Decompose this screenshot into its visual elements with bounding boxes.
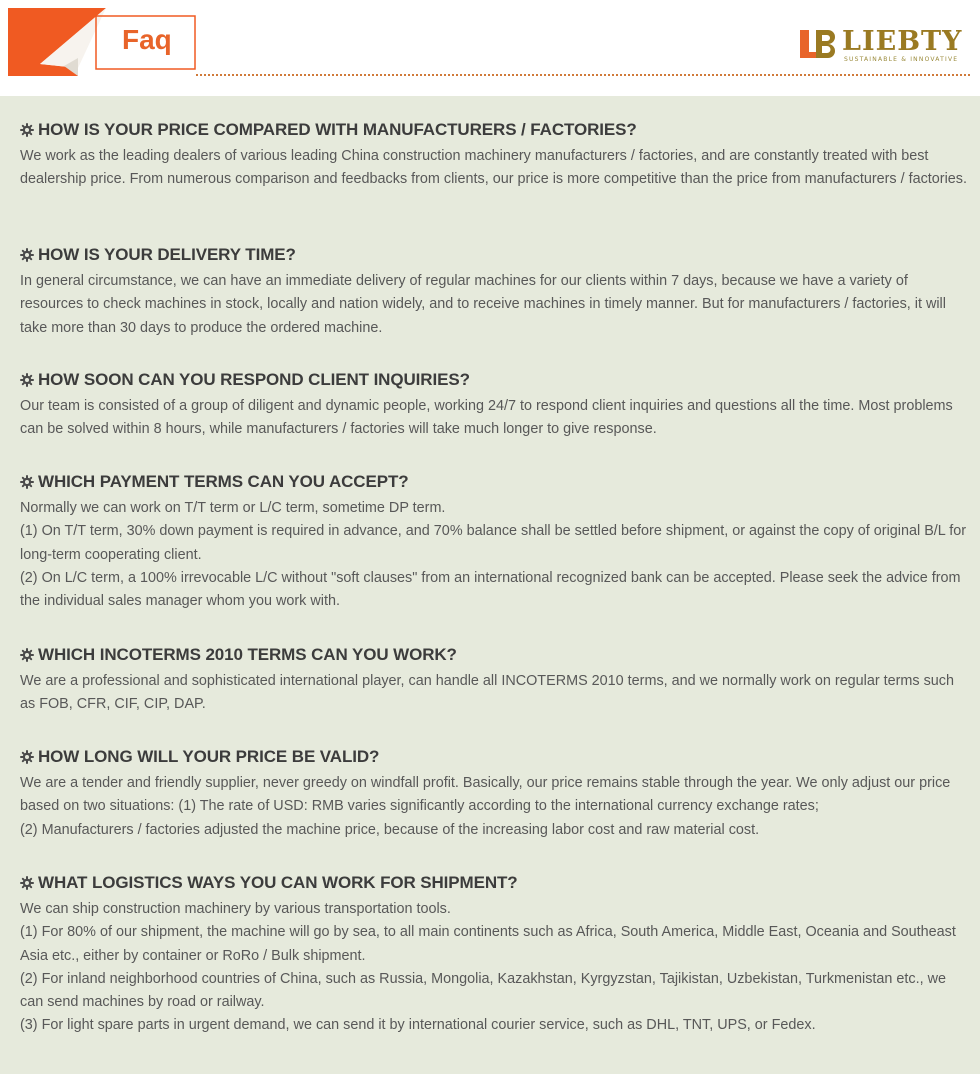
gear-icon <box>20 876 34 890</box>
faq-question <box>20 872 970 894</box>
answer-paragraph: (2) Manufacturers / factories adjusted the machine price, because of the increasing labor cost and raw material cost. <box>20 821 760 838</box>
faq-answer <box>20 772 970 842</box>
faq-question <box>20 644 970 666</box>
gear-icon <box>20 123 34 137</box>
faq-answer <box>20 270 970 340</box>
faq-item <box>20 644 970 717</box>
faq-answer <box>20 145 970 192</box>
gear-icon <box>20 475 34 489</box>
faq-item <box>20 746 970 842</box>
faq-question <box>20 244 970 266</box>
logo-tagline: SUSTAINABLE & INNOVATIVE <box>844 56 959 63</box>
liebty-logo <box>798 26 972 66</box>
faq-question-text: WHICH INCOTERMS 2010 TERMS CAN YOU WORK? <box>38 645 457 664</box>
faq-item <box>20 244 970 340</box>
gear-icon <box>20 248 34 262</box>
faq-question-text: WHAT LOGISTICS WAYS YOU CAN WORK FOR SHIPMENT? <box>38 873 518 892</box>
faq-question-text: HOW IS YOUR DELIVERY TIME? <box>38 245 296 264</box>
faq-item <box>20 369 970 442</box>
answer-paragraph: In general circumstance, we can have an immediate delivery of regular machines for our clients within 7 days, because we have a variety of resources to check machines in stock, locally and nation widely, and to receive machines in timely manner. But for manufacturers / factories, it will take more than 30 days to produce the ordered machine. <box>20 273 946 336</box>
logo-mark-icon <box>798 28 838 62</box>
faq-item <box>20 471 970 613</box>
answer-paragraph: We work as the leading dealers of various leading China construction machinery manufacturers / factories, and are constantly treated with best dealership price. From numerous comparison and feedbacks from clients, our price is more competitive than the price from manufacturers / factories. <box>20 148 967 188</box>
answer-paragraph: We are a professional and sophisticated international player, can handle all INCOTERMS 2010 terms, and we normally work on regular terms such as FOB, CFR, CIF, CIP, DAP. <box>20 673 954 713</box>
gear-icon <box>20 373 34 387</box>
faq-question <box>20 471 970 493</box>
faq-answer <box>20 898 970 1038</box>
answer-paragraph: Our team is consisted of a group of diligent and dynamic people, working 24/7 to respond client inquiries and questions all the time. Most problems can be solved within 8 hours, while manufacturers / factories will take much longer to give response. <box>20 398 953 438</box>
gear-icon <box>20 750 34 764</box>
page-title: Faq <box>122 24 172 55</box>
faq-question-text: WHICH PAYMENT TERMS CAN YOU ACCEPT? <box>38 472 409 491</box>
faq-answer <box>20 670 970 717</box>
answer-paragraph: (1) For 80% of our shipment, the machine will go by sea, to all main continents such as Africa, South America, Middle East, Oceania and Southeast Asia etc., either by container or RoRo / Bulk shipment. <box>20 924 956 964</box>
page-header <box>0 0 980 96</box>
faq-question-text: HOW SOON CAN YOU RESPOND CLIENT INQUIRIES? <box>38 370 470 389</box>
logo-wordmark: LIEBTY <box>842 26 963 57</box>
faq-question <box>20 369 970 391</box>
header-divider <box>196 74 970 76</box>
answer-paragraph: Normally we can work on T/T term or L/C term, sometime DP term. <box>20 500 446 516</box>
answer-paragraph: We are a tender and friendly supplier, never greedy on windfall profit. Basically, our price remains stable through the year. We only adjust our price based on two situations: (1) The rate of USD: RMB varies significantly according to the international currency exchange rates; <box>20 775 951 815</box>
faq-answer <box>20 497 970 613</box>
faq-question-text: HOW LONG WILL YOUR PRICE BE VALID? <box>38 747 380 766</box>
faq-question <box>20 746 970 768</box>
answer-paragraph: (1) On T/T term, 30% down payment is required in advance, and 70% balance shall be settled before shipment, or against the copy of original B/L for long-term cooperating client. <box>20 523 967 563</box>
answer-paragraph: We can ship construction machinery by various transportation tools. <box>20 901 451 917</box>
answer-paragraph: (2) For inland neighborhood countries of China, such as Russia, Mongolia, Kazakhstan, Kyrgyzstan, Tajikistan, Uzbekistan, Turkmenistan etc., we can send machines by road or railway. <box>20 970 946 1011</box>
gear-icon <box>20 648 34 662</box>
faq-item <box>20 872 970 1038</box>
faq-question-text: HOW IS YOUR PRICE COMPARED WITH MANUFACTURERS / FACTORIES? <box>38 120 637 139</box>
faq-item <box>20 119 970 192</box>
answer-paragraph: (3) For light spare parts in urgent demand, we can send it by international courier service, such as DHL, TNT, UPS, or Fedex. <box>20 1017 816 1034</box>
faq-answer <box>20 395 970 442</box>
faq-question <box>20 119 970 141</box>
answer-paragraph: (2) On L/C term, a 100% irrevocable L/C without "soft clauses" from an international recognized bank can be accepted. Please seek the advice from the individual sales manager whom you work with. <box>20 569 961 610</box>
